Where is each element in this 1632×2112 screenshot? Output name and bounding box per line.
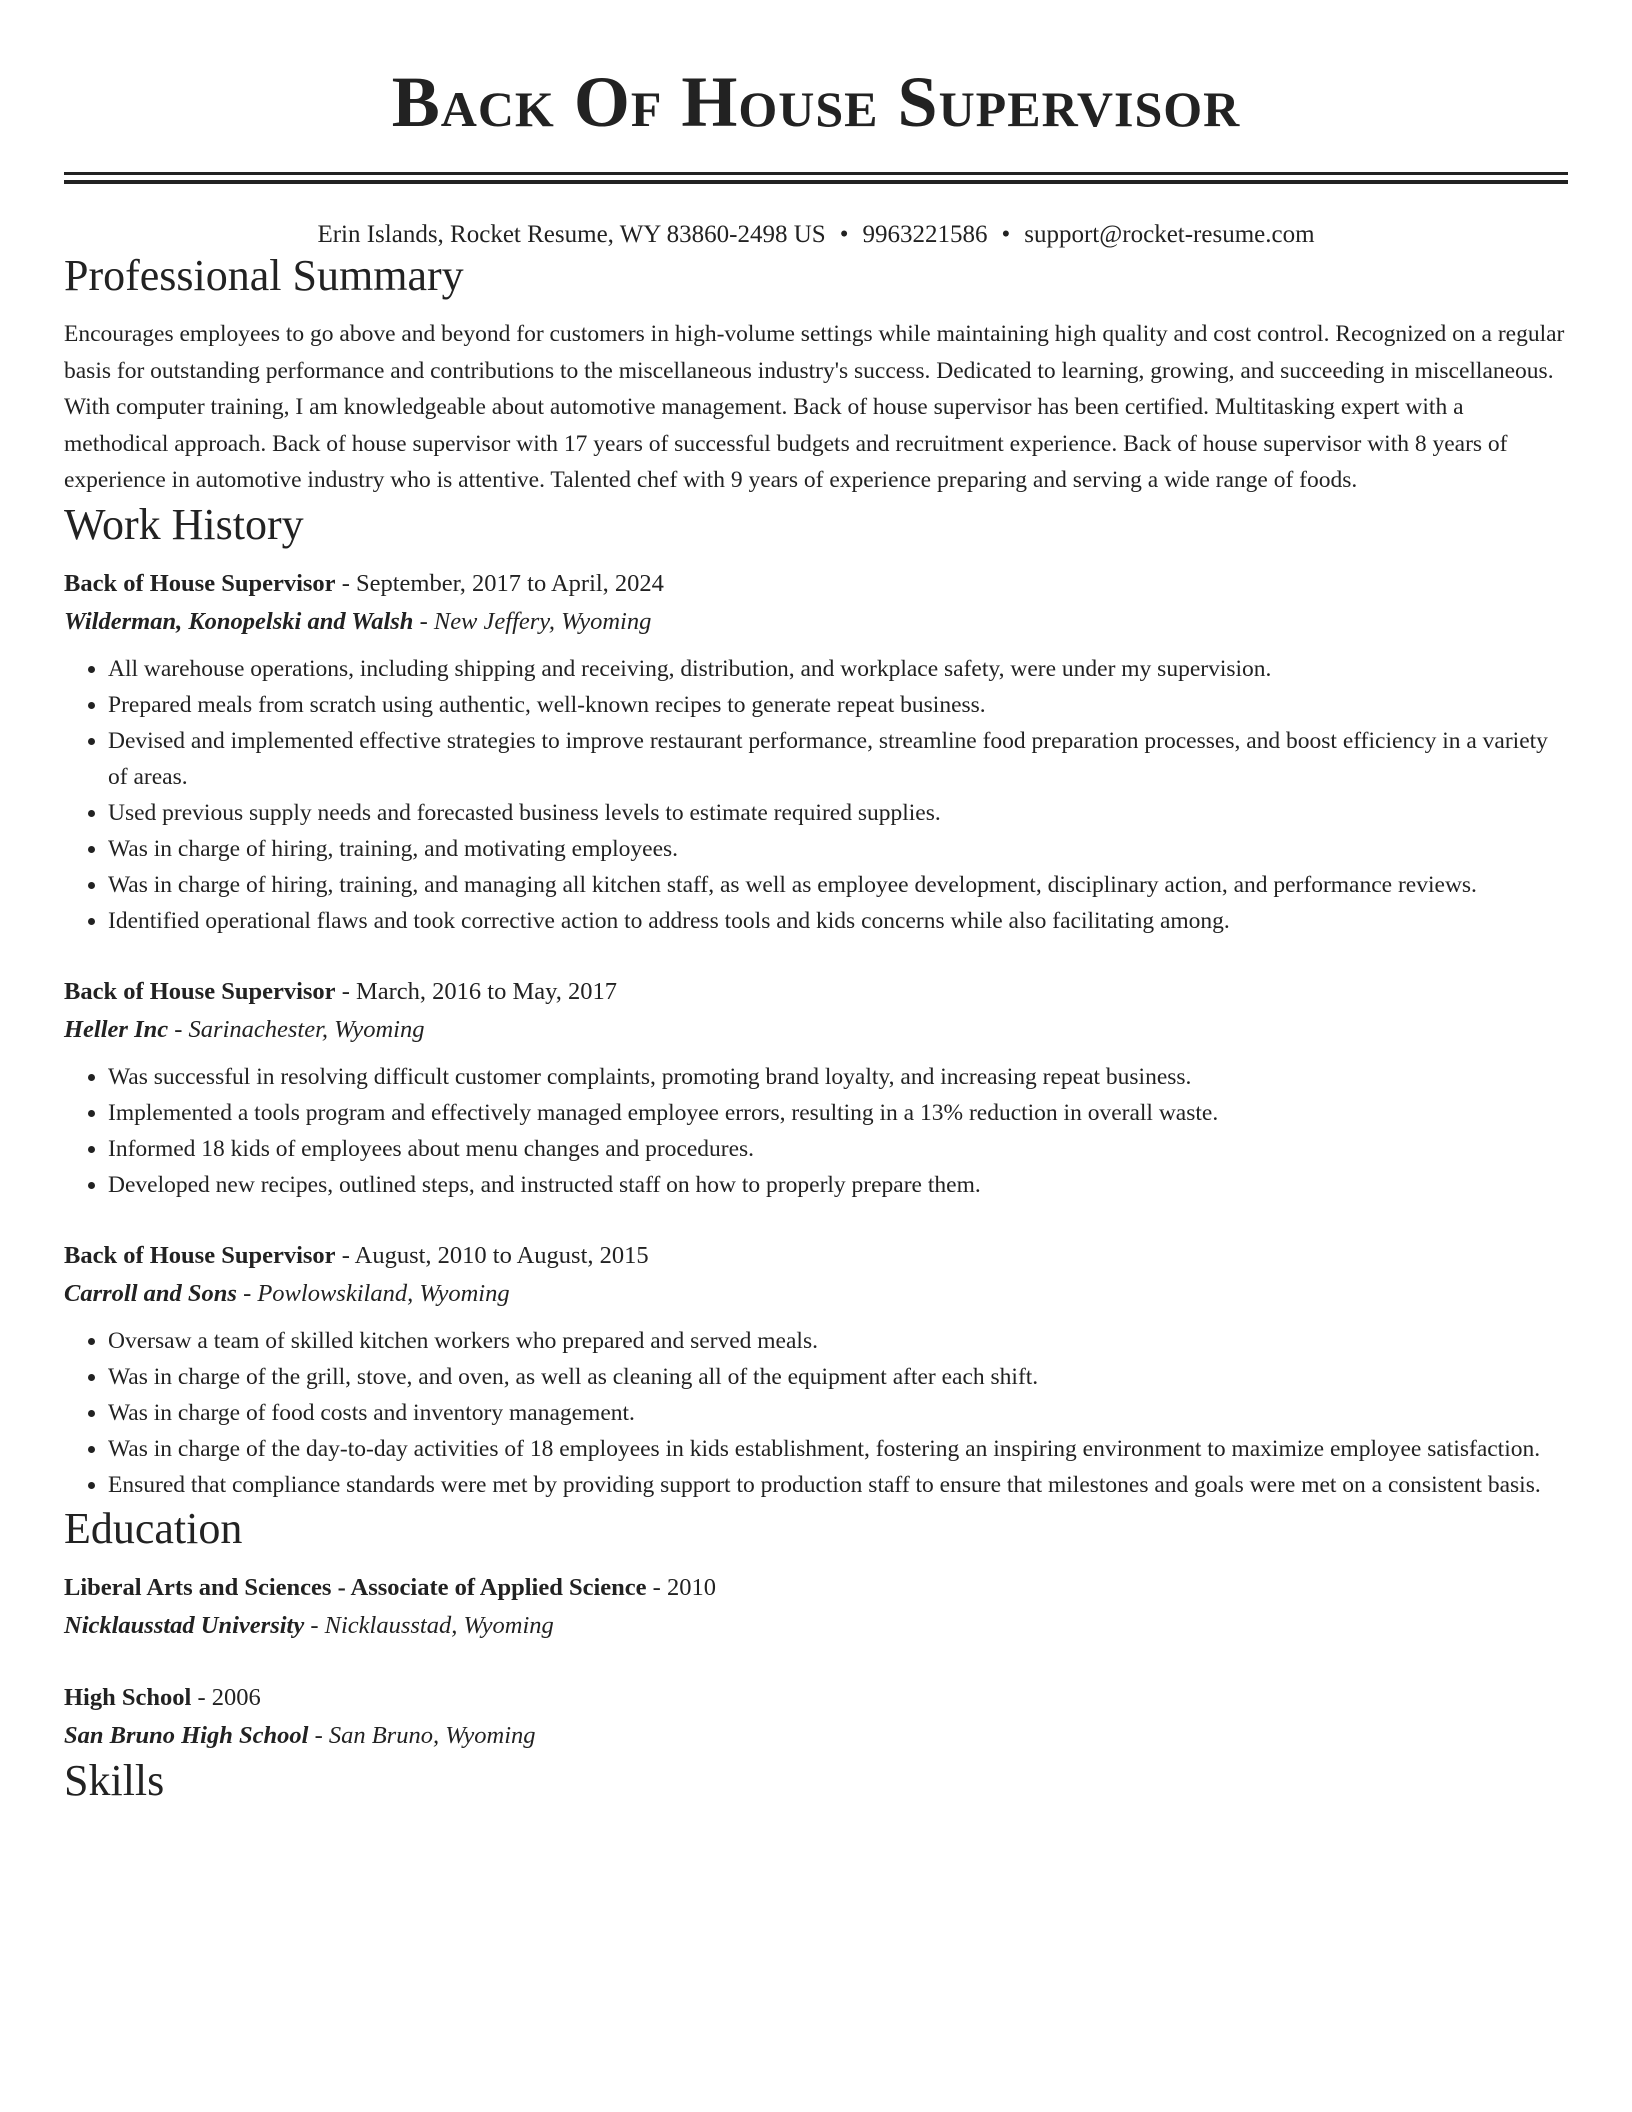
employer-line <box>64 1011 1568 1049</box>
contact-separator: • <box>839 221 849 248</box>
education-location: - San Bruno, Wyoming <box>308 1721 536 1749</box>
degree-line <box>64 1569 1568 1607</box>
education-location: - Nicklausstad, Wyoming <box>304 1611 554 1639</box>
degree-line <box>64 1679 1568 1717</box>
job-dates: - March, 2016 to May, 2017 <box>335 977 618 1005</box>
list-item: • Was in charge of food costs and inventory management. <box>108 1395 1568 1431</box>
list-item: • Developed new recipes, outlined steps, and instructed staff on how to properly prepare them. <box>108 1167 1568 1203</box>
list-item: • Identified operational flaws and took corrective action to address tools and kids concerns while also facilitating among. <box>108 903 1568 939</box>
job-employer: Wilderman, Konopelski and Walsh <box>64 607 414 635</box>
education-year: - 2006 <box>191 1683 261 1711</box>
contact-separator: • <box>1001 221 1011 248</box>
contact-phone: 9963221586 <box>862 221 988 248</box>
school-line <box>64 1717 1568 1755</box>
summary-heading: Professional Summary <box>64 251 464 300</box>
education-school: Nicklausstad University <box>64 1611 305 1639</box>
skills-heading: Skills <box>64 1755 165 1805</box>
list-item: • Was in charge of hiring, training, and managing all kitchen staff, as well as employee development, disciplinary action, and performance reviews. <box>108 867 1568 903</box>
job-location: - New Jeffery, Wyoming <box>413 607 652 635</box>
list-item: • Informed 18 kids of employees about menu changes and procedures. <box>108 1131 1568 1167</box>
job-title-line <box>64 973 1568 1011</box>
resume-title: Back Of House Supervisor <box>391 62 1241 142</box>
list-item: • Implemented a tools program and effectively managed employee errors, resulting in a 13% reduction in overall waste. <box>108 1095 1568 1131</box>
list-item: • Was in charge of the grill, stove, and oven, as well as cleaning all of the equipment after each shift. <box>108 1359 1568 1395</box>
list-item: • Ensured that compliance standards were met by providing support to production staff to ensure that milestones and goals were met on a consistent basis. <box>108 1467 1568 1503</box>
contact-email: support@rocket-resume.com <box>1024 221 1315 248</box>
job-dates: - August, 2010 to August, 2015 <box>335 1241 649 1269</box>
education-degree: High School <box>64 1683 192 1711</box>
job-bullets <box>64 1059 1568 1203</box>
job-employer: Carroll and Sons <box>64 1279 237 1307</box>
job-location: - Sarinachester, Wyoming <box>168 1015 425 1043</box>
job-title-line <box>64 1237 1568 1275</box>
job-dates: - September, 2017 to April, 2024 <box>335 569 664 597</box>
education-year: - 2010 <box>646 1573 716 1601</box>
education-heading: Education <box>64 1503 243 1553</box>
summary-text: Encourages employees to go above and beyond for customers in high-volume settings while maintaining high quality and cost control. Recognized on a regular basis for outstanding performance and contributions to the miscellaneous industry's success. Dedicated to learning, growing, and succeeding in miscellaneous. With computer training, I am knowledgeable about automotive management. Back of house supervisor has been certified. Multitasking expert with a methodical approach. Back of house supervisor with 17 years of successful budgets and recruitment experience. Back of house supervisor with 8 years of experience in automotive industry who is attentive. Talented chef with 9 years of experience preparing and serving a wide range of foods. <box>64 321 1565 493</box>
job-employer: Heller Inc <box>64 1015 169 1043</box>
list-item: • All warehouse operations, including shipping and receiving, distribution, and workplace safety, were under my supervision. <box>108 651 1568 687</box>
job-entry <box>64 1237 1568 1503</box>
job-location: - Powlowskiland, Wyoming <box>236 1279 510 1307</box>
education-degree: Liberal Arts and Sciences - Associate of Applied Science <box>64 1573 647 1601</box>
job-entry <box>64 565 1568 939</box>
education-school: San Bruno High School <box>64 1721 309 1749</box>
list-item: • Was in charge of the day-to-day activities of 18 employees in kids establishment, fostering an inspiring environment to maximize employee satisfaction. <box>108 1431 1568 1467</box>
job-role: Back of House Supervisor <box>64 977 336 1005</box>
contact-line <box>64 220 1568 250</box>
list-item: • Was successful in resolving difficult customer complaints, promoting brand loyalty, and increasing repeat business. <box>108 1059 1568 1095</box>
job-bullets <box>64 1323 1568 1503</box>
employer-line <box>64 1275 1568 1313</box>
contact-address: Erin Islands, Rocket Resume, WY 83860-2498 US <box>317 221 826 248</box>
employer-line <box>64 603 1568 641</box>
list-item: • Used previous supply needs and forecasted business levels to estimate required supplies. <box>108 795 1568 831</box>
list-item: • Devised and implemented effective strategies to improve restaurant performance, streamline food preparation processes, and boost efficiency in a variety of areas. <box>108 723 1568 795</box>
job-bullets <box>64 651 1568 939</box>
list-item: • Oversaw a team of skilled kitchen workers who prepared and served meals. <box>108 1323 1568 1359</box>
work-history-heading: Work History <box>64 499 304 549</box>
job-title-line <box>64 565 1568 603</box>
job-role: Back of House Supervisor <box>64 569 336 597</box>
title-rule-bottom <box>64 180 1568 184</box>
job-role: Back of House Supervisor <box>64 1241 336 1269</box>
education-entry <box>64 1679 1568 1755</box>
education-entry <box>64 1569 1568 1645</box>
list-item: • Prepared meals from scratch using authentic, well-known recipes to generate repeat business. <box>108 687 1568 723</box>
title-rule-top <box>64 172 1568 175</box>
job-entry <box>64 973 1568 1203</box>
school-line <box>64 1607 1568 1645</box>
list-item: • Was in charge of hiring, training, and motivating employees. <box>108 831 1568 867</box>
